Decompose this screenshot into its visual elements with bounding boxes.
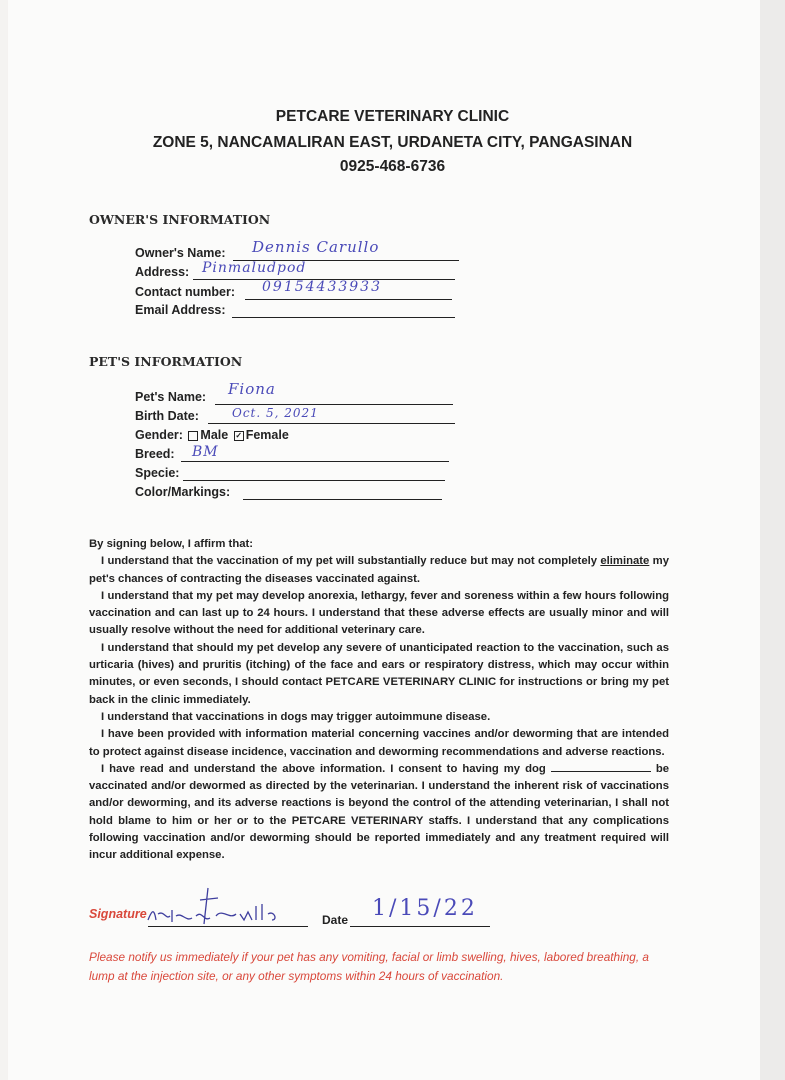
clinic-phone: 0925-468-6736 (339, 158, 446, 175)
clinic-address: ZONE 5, NANCAMALIRAN EAST, URDANETA CITY, PANGASINAN (152, 134, 633, 151)
contact-value: 09154433933 (262, 279, 382, 295)
male-option-label: Male (200, 428, 229, 442)
birth-date-field[interactable] (208, 423, 455, 424)
aftercare-note: Please notify us immediately if your pet has any vomiting, facial or limb swelling, hives, labored breathing, a lump at the injection site, or any other symptoms within 24 hours of vaccination. (89, 950, 649, 983)
owner-name-label: Owner's Name: (135, 246, 226, 260)
birth-date-label: Birth Date: (135, 409, 199, 423)
address-label: Address: (135, 265, 190, 279)
consent-paragraph-2: I understand that my pet may develop anorexia, lethargy, fever and soreness within a few hours following vaccination and can last up to 24 hours. I understand that these adverse effects are usually minor and will usually resolve without the need for additional veterinary care. (89, 589, 669, 637)
signature-label: Signature (89, 907, 147, 921)
specie-label: Specie: (135, 466, 180, 480)
consent-paragraph-3: I understand that should my pet develop any severe of unanticipated reaction to the vaccination, such as urticaria (hives) and pruritis (itching) of the face and ears or respiratory distress, which may occur within minutes, or even seconds, I should contact PETCARE VETERINARY CLINIC for instructions or bring my pet back in the clinic immediately. (89, 641, 669, 706)
color-markings-field[interactable] (243, 499, 442, 500)
handwritten-signature (144, 880, 294, 928)
breed-label: Breed: (135, 447, 175, 461)
birth-date-value: Oct. 5, 2021 (232, 406, 319, 420)
owner-section-title: OWNER'S INFORMATION (89, 212, 271, 227)
female-checkbox[interactable]: ✓ (235, 430, 243, 440)
contact-label: Contact number: (135, 285, 235, 299)
dog-name-blank[interactable] (551, 761, 651, 772)
date-field[interactable] (350, 926, 490, 927)
female-option-label: Female (245, 428, 289, 442)
date-label: Date (322, 913, 349, 927)
breed-value: BM (192, 444, 219, 460)
date-value: 1/15/22 (372, 896, 478, 921)
male-checkbox[interactable] (188, 431, 198, 441)
p1-text-b: my pet's chances of contracting the diseases vaccinated against. (89, 555, 669, 585)
p6-text-a: I have read and understand the above information. I consent to having my dog (101, 762, 546, 775)
address-value: Pinmaludpod (202, 260, 307, 276)
p6-text-b: be vaccinated and/or dewormed as directed by the veterinarian. I understand the inherent risk of vaccinations and/or deworming, and its adverse reactions is beyond the control of the attending veterinarian, I shall not hold blame to him or her or to the PETCARE VETERINARY staffs. I understand that any complications following vaccination and/or deworming should be reported immediately and any treatment required will incur additional expense. (89, 762, 670, 862)
consent-text (89, 536, 669, 865)
email-label: Email Address: (135, 303, 226, 317)
consent-intro: By signing below, I affirm that: (89, 538, 254, 550)
pet-name-label: Pet's Name: (135, 390, 207, 404)
contact-field[interactable] (245, 299, 452, 300)
pet-section-title: PET'S INFORMATION (89, 354, 243, 369)
owner-name-value: Dennis Carullo (252, 238, 380, 256)
pet-name-value: Fiona (228, 380, 276, 398)
consent-paragraph-6 (89, 761, 669, 865)
gender-label: Gender: (135, 428, 183, 442)
consent-paragraph-1 (89, 553, 669, 588)
p1-text-a: I understand that the vaccination of my pet will substantially reduce but may not completely (101, 555, 598, 568)
color-markings-label: Color/Markings: (135, 485, 231, 499)
p1-underlined-word: eliminate (600, 555, 650, 568)
specie-field[interactable] (183, 480, 445, 481)
signature-row (89, 907, 147, 921)
consent-paragraph-5: I have been provided with information material concerning vaccines and/or deworming that are intended to protect against disease incidence, vaccination and deworming recommendations and adverse reactions. (89, 728, 669, 758)
email-field[interactable] (232, 317, 455, 318)
pet-name-field[interactable] (215, 404, 453, 405)
clinic-name: PETCARE VETERINARY CLINIC (275, 108, 510, 125)
consent-paragraph-4: I understand that vaccinations in dogs may trigger autoimmune disease. (101, 710, 491, 723)
breed-field[interactable] (181, 461, 449, 462)
gender-row (135, 428, 289, 442)
